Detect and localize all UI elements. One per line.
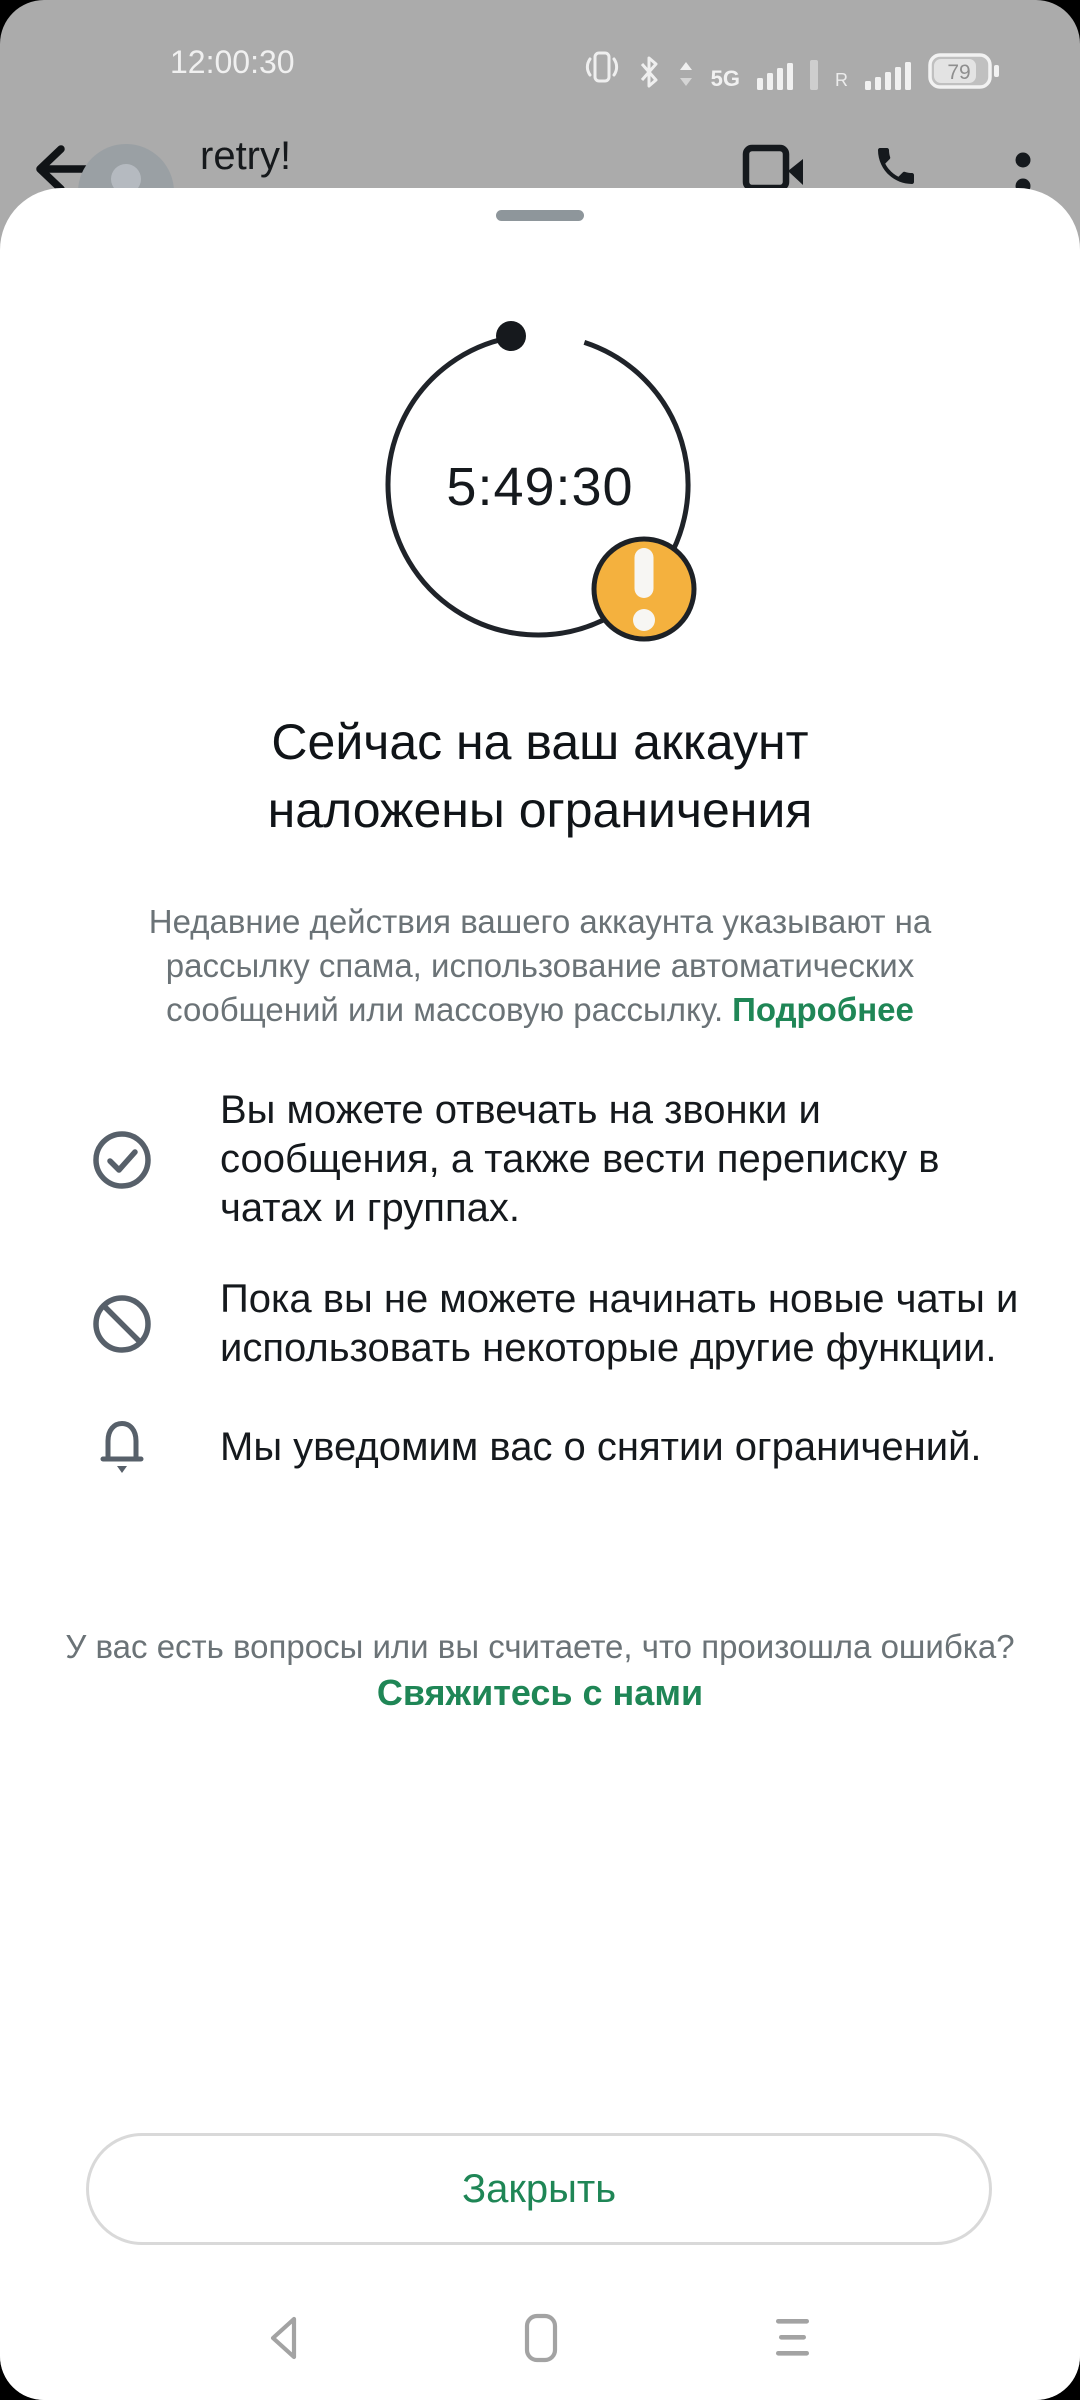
- warning-badge-icon: [594, 539, 694, 639]
- battery-icon: [928, 52, 1002, 90]
- bell-icon: [90, 1415, 154, 1479]
- contact-name[interactable]: retry!: [200, 134, 292, 178]
- list-item: [60, 1275, 1030, 1373]
- sheet-title: Сейчас на ваш аккаунт наложены ограничения: [267, 714, 813, 838]
- description-text: Недавние действия вашего аккаунта указывают на рассылку спама, использование автоматических сообщений или массовую рассылку.: [148, 903, 932, 1028]
- timer-progress-dot: [496, 321, 526, 351]
- support-block: [0, 1626, 1080, 1716]
- list-item-text: Пока вы не можете начинать новые чаты и использовать некоторые другие функции.: [220, 1277, 1019, 1370]
- nav-home-icon[interactable]: [516, 2312, 566, 2364]
- status-bar: [0, 0, 1080, 110]
- list-item-text: Вы можете отвечать на звонки и сообщения, а также вести переписку в чатах и группах.: [220, 1088, 940, 1230]
- close-button[interactable]: Закрыть: [86, 2133, 992, 2245]
- signal-bars-sim2: [865, 62, 911, 90]
- vibrate-icon: [584, 48, 620, 90]
- bluetooth-icon: [637, 54, 661, 90]
- signal-bar-dim: [810, 60, 818, 90]
- contact-us-link[interactable]: Свяжитесь с нами: [376, 1672, 704, 1713]
- network-arrows-icon: [678, 60, 694, 90]
- signal-bars-sim1: [757, 63, 793, 90]
- list-item-text: Мы уведомим вас о снятии ограничений.: [220, 1424, 982, 1469]
- status-clock: 12:00:30: [170, 44, 295, 80]
- sheet-drag-handle[interactable]: [496, 210, 584, 221]
- check-circle-icon: [90, 1128, 154, 1192]
- battery-percent-text: 79: [947, 61, 971, 84]
- support-question: У вас есть вопросы или вы считаете, что произошла ошибка?: [65, 1628, 1015, 1665]
- block-icon: [90, 1292, 154, 1356]
- sheet-description: [95, 900, 985, 1032]
- restriction-list: [60, 1086, 1030, 1479]
- voice-call-icon[interactable]: [872, 142, 920, 190]
- list-item: [60, 1415, 1030, 1479]
- video-call-icon[interactable]: [742, 144, 806, 194]
- roaming-label: R: [835, 70, 848, 90]
- status-icons: [584, 40, 1002, 90]
- nav-back-icon[interactable]: [262, 2312, 312, 2364]
- nav-recents-icon[interactable]: [768, 2312, 818, 2364]
- system-nav-bar: [0, 2280, 1080, 2400]
- timer-countdown: 5:49:30: [446, 457, 634, 517]
- network-type-label: 5G: [710, 66, 740, 91]
- restriction-bottom-sheet: [0, 188, 1080, 2400]
- list-item: [60, 1086, 1030, 1233]
- learn-more-link[interactable]: Подробнее: [732, 991, 914, 1028]
